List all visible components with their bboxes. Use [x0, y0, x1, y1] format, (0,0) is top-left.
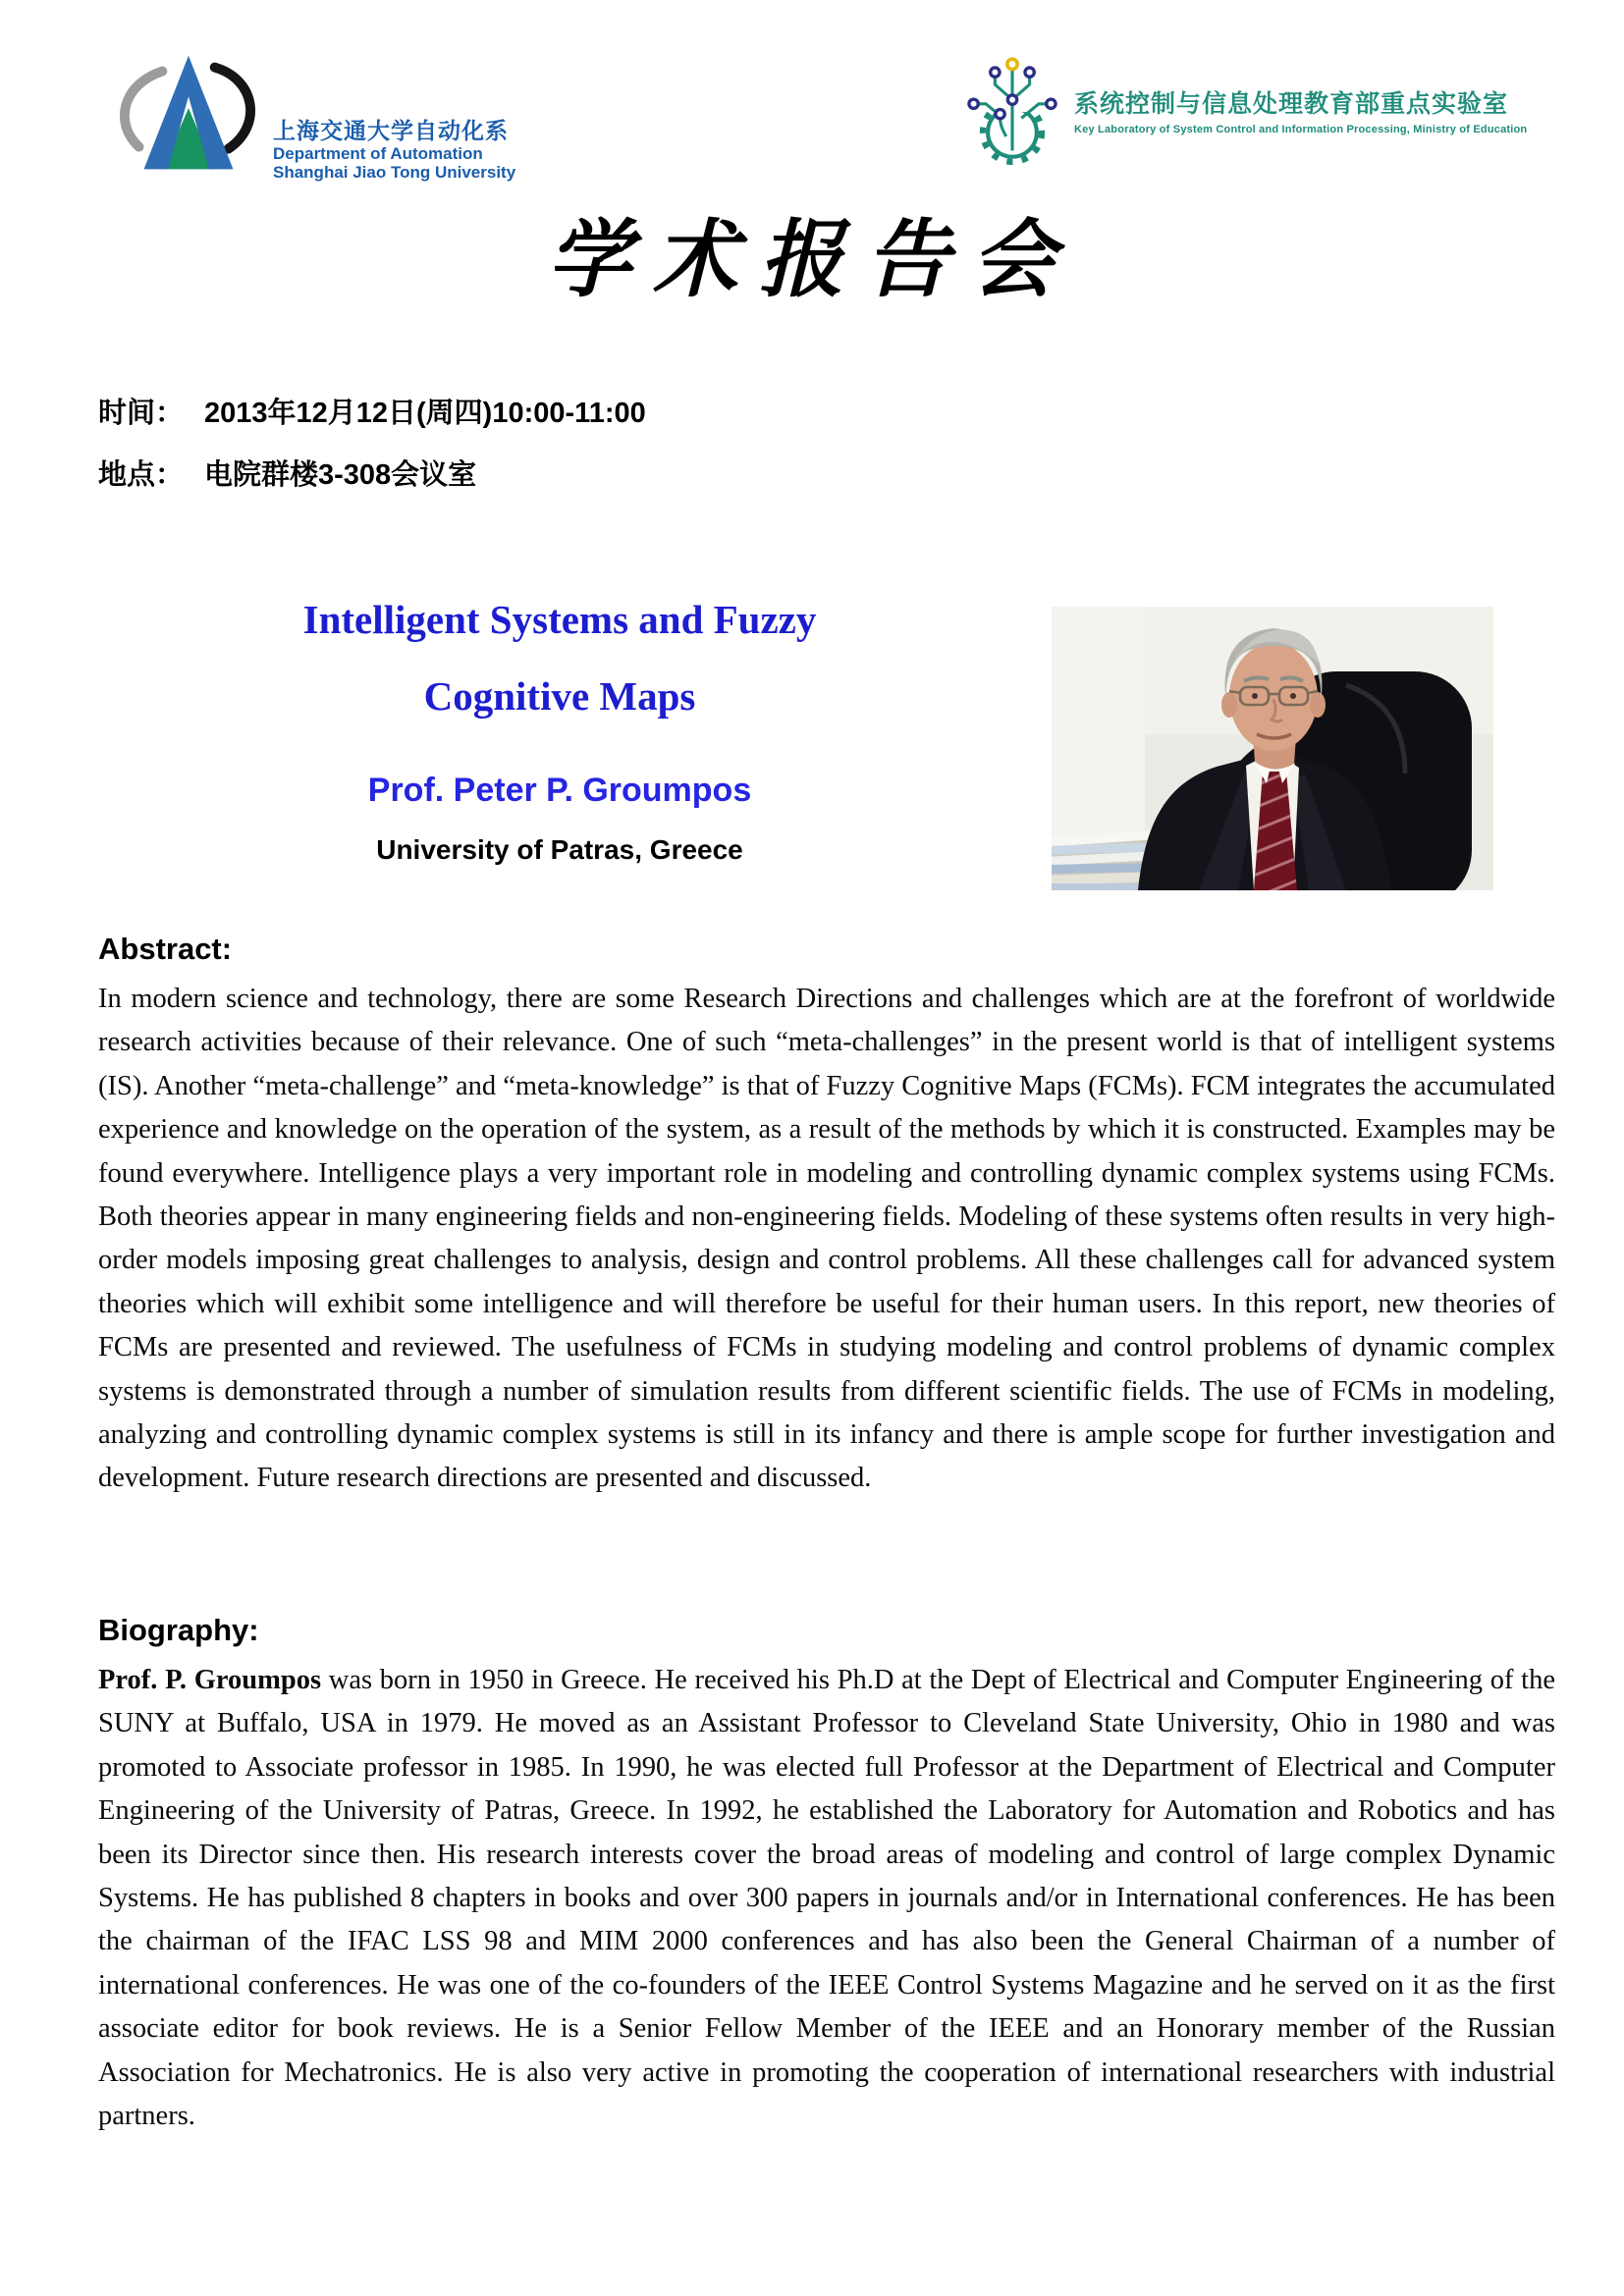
key-laboratory-logo — [960, 55, 1527, 170]
key-laboratory-name-en: Key Laboratory of System Control and Information Processing, Ministry of Education — [1074, 124, 1528, 135]
abstract-heading: Abstract: — [98, 932, 233, 966]
location-row — [98, 456, 646, 494]
time-row — [98, 395, 646, 432]
speaker-affiliation: University of Patras, Greece — [376, 834, 743, 865]
speaker-name: Prof. Peter P. Groumpos — [367, 772, 752, 809]
sjtu-logo-text — [273, 119, 515, 182]
biography-body — [98, 1659, 1555, 2138]
location-label: 地点： — [98, 459, 185, 491]
talk-header — [98, 591, 1021, 885]
key-laboratory-name-cn: 系统控制与信息处理教育部重点实验室 — [1074, 90, 1509, 118]
biography-section — [98, 1610, 1555, 2138]
talk-title-line2: Cognitive Maps — [423, 673, 696, 719]
sjtu-automation-logo-icon — [106, 47, 271, 189]
biography-lead: Prof. P. Groumpos — [98, 1665, 322, 1695]
biography-rest: was born in 1950 in Greece. He received his Ph.D at the Dept of Electrical and Computer Engineering of the SUNY at Buffalo, USA in 1979. He moved as an Assistant Professor to Cleveland State University, Ohio in 1980 and was promoted to Associate professor in 1985. In 1990, he was elected full Professor at the Department of Electrical and Computer Engineering of the University of Patras, Greece. In 1992, he established the Laboratory for Automation and Robotics and has been its Director since then. His research interests cover the broad areas of modeling and control of large complex Dynamic Systems. He has published 8 chapters in books and over 300 papers in journals and/or in International conferences. He has been the chairman of the IFAC LSS 98 and MIM 2000 conferences and has also been the General Chairman of a number of international conferences. He was one of the co-founders of the IEEE Control Systems Magazine and he served on it as the first associate editor for book reviews. He is a Senior Fellow Member of the IEEE and an Honorary member of the Russian Association for Mechatronics. He is also very active in promoting the cooperation of international researchers with industrial partners. — [98, 1665, 1555, 2132]
abstract-section — [98, 929, 1555, 1501]
speaker-photo — [1052, 607, 1493, 890]
sjtu-automation-logo — [106, 47, 515, 189]
seminar-banner-title: 学术报告会 — [547, 213, 1077, 307]
talk-title-line1: Intelligent Systems and Fuzzy — [302, 597, 817, 642]
time-label: 时间： — [98, 398, 185, 429]
time-value: 2013年12月12日(周四)10:00-11:00 — [204, 398, 646, 429]
sjtu-dept-en: Department of Automation — [273, 143, 483, 163]
biography-heading: Biography: — [98, 1613, 259, 1647]
abstract-body: In modern science and technology, there are some Research Directions and challenges which are at the forefront of worldwide research activities because of their relevance. One of such “meta-challenges” in the present world is that of intelligent systems (IS). Another “meta-challenge” and “meta-knowledge” is that of Fuzzy Cognitive Maps (FCMs). FCM integrates the accumulated experience and knowledge on the operation of the system, as a result of the methods by which it is constructed. Examples may be found everywhere. Intelligence plays a very important role in modeling and controlling dynamic complex systems using FCMs. Both theories appear in many engineering fields and non-engineering fields. Modeling of these systems often results in very high-order models imposing great challenges to analysis, design and control problems. All these challenges call for advanced system theories which will exhibit some intelligence and will therefore be useful for their human users. In this report, new theories of FCMs are presented and reviewed. The usefulness of FCMs in studying modeling and control problems of dynamic complex systems is demonstrated through a number of simulation results from different scientific fields. The use of FCMs in modeling, analyzing and controlling dynamic complex systems is still in its infancy and there is ample scope for further investigation and development. Future research directions are presented and discussed. — [98, 984, 1555, 1494]
sjtu-univ-en: Shanghai Jiao Tong University — [273, 162, 516, 182]
sjtu-name-cn: 上海交通大学自动化系 — [273, 118, 509, 144]
event-details — [98, 395, 646, 518]
location-value: 电院群楼3-308会议室 — [204, 459, 477, 491]
key-laboratory-text — [1074, 89, 1527, 135]
key-laboratory-logo-icon — [960, 55, 1064, 170]
